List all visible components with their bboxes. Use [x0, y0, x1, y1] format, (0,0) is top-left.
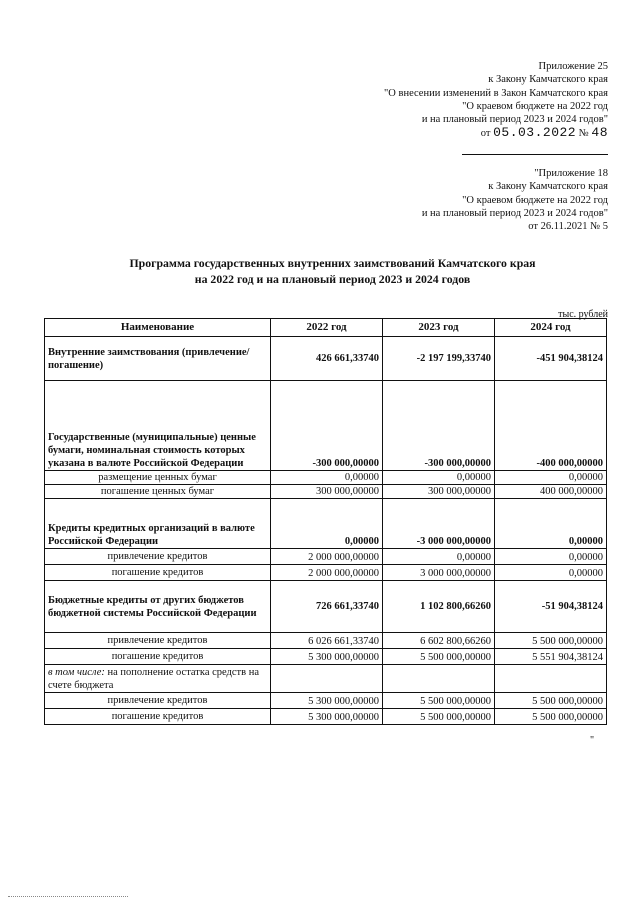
appendix-18-line4: и на плановый период 2023 и 2024 годов": [421, 207, 608, 219]
table-row: [45, 499, 607, 549]
date-value: 05.03.2022: [493, 125, 577, 141]
row-2023: 1 102 800,66260: [383, 581, 495, 633]
document-title: [60, 255, 605, 287]
appendix-25-line3: "О внесении изменений в Закон Камчатского края: [384, 87, 608, 99]
header-2023: 2023 год: [383, 319, 495, 337]
row-2023: 5 500 000,00000: [383, 709, 495, 725]
row-2023: 0,00000: [383, 549, 495, 565]
title-line1: Программа государственных внутренних заимствований Камчатского края: [129, 256, 536, 270]
table-row: [45, 549, 607, 565]
row-2022: [271, 665, 383, 693]
row-2024: 5 500 000,00000: [495, 709, 607, 725]
row-2024: 5 500 000,00000: [495, 693, 607, 709]
footer-dotted-line: [8, 896, 128, 897]
table-row: [45, 471, 607, 485]
row-2023: 5 500 000,00000: [383, 649, 495, 665]
row-2023: -3 000 000,00000: [383, 499, 495, 549]
borrowing-table: [44, 318, 607, 725]
table-row: [45, 649, 607, 665]
header-name: Наименование: [45, 319, 271, 337]
appendix-18-line1: "Приложение 18: [534, 168, 608, 179]
row-2022: 2 000 000,00000: [271, 565, 383, 581]
row-2022: 6 026 661,33740: [271, 633, 383, 649]
table-row: [45, 337, 607, 381]
table-row: [45, 633, 607, 649]
row-2023: 300 000,00000: [383, 485, 495, 499]
row-2022: 426 661,33740: [271, 337, 383, 381]
table-row: [45, 665, 607, 693]
appendix-18-line3: "О краевом бюджете на 2022 год: [462, 194, 608, 206]
appendix-18-header: [422, 167, 608, 233]
row-name: привлечение кредитов: [45, 693, 271, 709]
row-2024: 5 551 904,38124: [495, 649, 607, 665]
row-name: Кредиты кредитных организаций в валюте Российской Федерации: [45, 499, 271, 549]
row-name: [45, 665, 271, 693]
number-value: 48: [591, 125, 608, 141]
row-name: погашение кредитов: [45, 709, 271, 725]
row-2022: 300 000,00000: [271, 485, 383, 499]
row-name: Государственные (муниципальные) ценные бумаги, номинальная стоимость которых указана в валюте Российской Федерации: [45, 381, 271, 471]
row-2023: -2 197 199,33740: [383, 337, 495, 381]
row-2024: 0,00000: [495, 471, 607, 485]
row-2022: 5 300 000,00000: [271, 649, 383, 665]
row-2024: 5 500 000,00000: [495, 633, 607, 649]
row-2024: -51 904,38124: [495, 581, 607, 633]
appendix-18-line2: к Закону Камчатского края: [488, 181, 608, 193]
row-2023: [383, 665, 495, 693]
appendix-25-line2: к Закону Камчатского края: [488, 74, 608, 86]
row-name: погашение кредитов: [45, 649, 271, 665]
row-name: погашение ценных бумаг: [45, 485, 271, 499]
table-header-row: [45, 319, 607, 337]
appendix-25-date-line: [384, 126, 608, 140]
appendix-25-header: [384, 60, 608, 141]
row-name: привлечение кредитов: [45, 549, 271, 565]
appendix-25-line4: "О краевом бюджете на 2022 год: [462, 100, 608, 112]
row-2024: 0,00000: [495, 549, 607, 565]
row-2022: 726 661,33740: [271, 581, 383, 633]
row-2023: 3 000 000,00000: [383, 565, 495, 581]
row-2023: 5 500 000,00000: [383, 693, 495, 709]
row-2024: 400 000,00000: [495, 485, 607, 499]
row-name-rest: на пополнение остатка средств на счете бюджета: [48, 666, 260, 691]
appendix-18-line5: от 26.11.2021 № 5: [528, 221, 608, 233]
row-2024: 0,00000: [495, 565, 607, 581]
row-2022: -300 000,00000: [271, 381, 383, 471]
row-name-italic: в том числе:: [48, 666, 105, 678]
table-row: [45, 485, 607, 499]
row-2024: -400 000,00000: [495, 381, 607, 471]
closing-quote: ": [590, 735, 595, 746]
row-2023: 6 602 800,66260: [383, 633, 495, 649]
date-underline: [462, 154, 608, 155]
row-2023: -300 000,00000: [383, 381, 495, 471]
table-row: [45, 565, 607, 581]
row-2023: 0,00000: [383, 471, 495, 485]
row-name: Бюджетные кредиты от других бюджетов бюджетной системы Российской Федерации: [45, 581, 271, 633]
row-name: размещение ценных бумаг: [45, 471, 271, 485]
table-row: [45, 581, 607, 633]
table-row: [45, 709, 607, 725]
row-2022: 0,00000: [271, 471, 383, 485]
row-2022: 2 000 000,00000: [271, 549, 383, 565]
date-prefix: от: [480, 128, 491, 140]
row-2022: 5 300 000,00000: [271, 693, 383, 709]
row-2022: 0,00000: [271, 499, 383, 549]
appendix-25-line5: и на плановый период 2023 и 2024 годов": [421, 114, 608, 126]
row-2022: 5 300 000,00000: [271, 709, 383, 725]
header-2024: 2024 год: [495, 319, 607, 337]
row-name: погашение кредитов: [45, 565, 271, 581]
table-row: [45, 693, 607, 709]
appendix-25-line1: Приложение 25: [538, 61, 608, 72]
row-2024: 0,00000: [495, 499, 607, 549]
row-2024: -451 904,38124: [495, 337, 607, 381]
units-label: тыс. рублей: [558, 309, 608, 320]
number-prefix: №: [578, 128, 589, 140]
title-line2: на 2022 год и на плановый период 2023 и 2024 годов: [194, 272, 471, 286]
table-row: [45, 381, 607, 471]
row-2024: [495, 665, 607, 693]
row-name: Внутренние заимствования (привлечение/погашение): [45, 337, 271, 381]
header-2022: 2022 год: [271, 319, 383, 337]
row-name: привлечение кредитов: [45, 633, 271, 649]
